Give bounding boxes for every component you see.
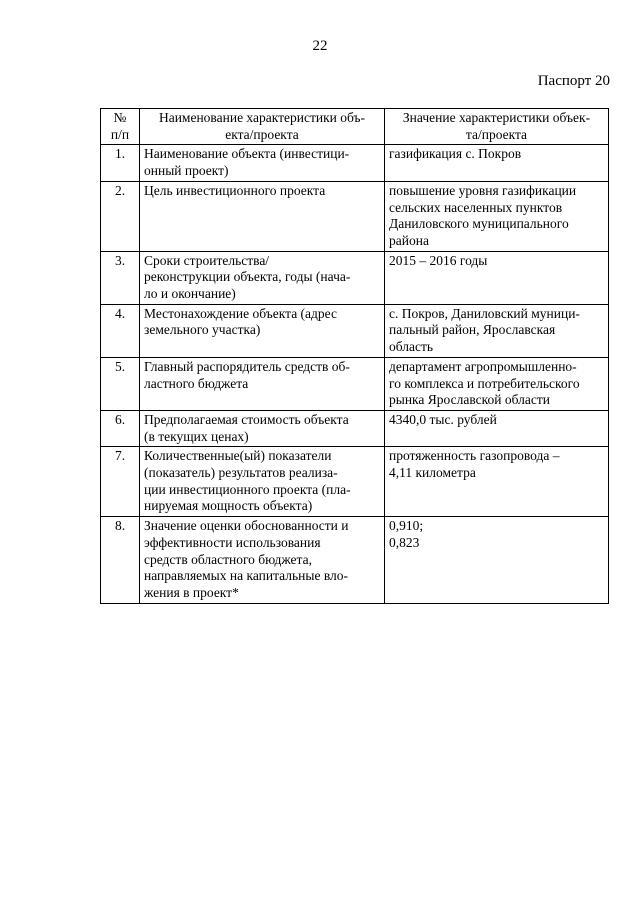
row-number: 1. <box>101 145 140 181</box>
table-row <box>101 410 609 446</box>
characteristic-name-line: Сроки строительства/ <box>144 252 270 268</box>
characteristic-name-line: Наименование объекта (инвестици- <box>144 146 350 162</box>
characteristic-value-line: 4340,0 тыс. рублей <box>389 411 497 427</box>
row-characteristic-value <box>385 517 609 604</box>
header-number-line: п/п <box>110 126 130 142</box>
row-characteristic-value <box>385 304 609 357</box>
characteristic-value-line: 2015 – 2016 годы <box>389 252 488 268</box>
row-characteristic-name <box>140 304 385 357</box>
header-value-line: Значение характеристики объек- <box>402 110 591 125</box>
characteristic-value-line: Даниловского муниципального <box>389 216 569 232</box>
row-characteristic-name <box>140 251 385 304</box>
row-characteristic-value <box>385 145 609 181</box>
characteristic-value-line: района <box>389 232 429 248</box>
table-row <box>101 304 609 357</box>
characteristic-name-line: средств областного бюджета, <box>144 551 312 567</box>
row-number: 2. <box>101 181 140 251</box>
characteristic-name-line: Местонахождение объекта (адрес <box>144 305 337 321</box>
characteristic-name-line: Цель инвестиционного проекта <box>144 182 326 198</box>
page-number: 22 <box>312 38 328 54</box>
characteristic-name-line: реконструкции объекта, годы (нача- <box>144 269 351 285</box>
characteristic-name-line: земельного участка) <box>144 322 261 338</box>
row-number: 5. <box>101 357 140 410</box>
header-name-line: Наименование характеристики объ- <box>158 110 366 125</box>
characteristic-name-line: Количественные(ый) показатели <box>144 448 332 464</box>
characteristic-value-line: сельских населенных пунктов <box>389 199 563 215</box>
row-characteristic-value <box>385 357 609 410</box>
characteristic-value-line: 0,910; <box>389 518 424 534</box>
row-number: 7. <box>101 447 140 517</box>
table-header-row <box>101 109 609 145</box>
row-characteristic-value <box>385 251 609 304</box>
table-row <box>101 251 609 304</box>
characteristic-value-line: область <box>389 339 434 355</box>
row-characteristic-value <box>385 410 609 446</box>
table-row <box>101 517 609 604</box>
header-number <box>101 109 140 145</box>
row-characteristic-name <box>140 410 385 446</box>
table-row <box>101 181 609 251</box>
characteristic-value-line: 4,11 километра <box>389 465 476 481</box>
row-characteristic-name <box>140 181 385 251</box>
characteristic-name-line: Главный распорядитель средств об- <box>144 358 350 374</box>
characteristic-name-line: (в текущих ценах) <box>144 428 249 444</box>
row-characteristic-name <box>140 145 385 181</box>
row-number: 8. <box>101 517 140 604</box>
row-number: 4. <box>101 304 140 357</box>
characteristic-name-line: эффективности использования <box>144 534 321 550</box>
row-number: 6. <box>101 410 140 446</box>
characteristic-value-line: го комплекса и потребительского <box>389 375 580 391</box>
header-number-line: № <box>113 110 127 125</box>
characteristic-value-line: повышение уровня газификации <box>389 182 577 198</box>
row-characteristic-name <box>140 357 385 410</box>
table-row <box>101 447 609 517</box>
characteristic-name-line: нируемая мощность объекта) <box>144 498 313 514</box>
characteristic-name-line: ции инвестиционного проекта (пла- <box>144 481 351 497</box>
table-row <box>101 357 609 410</box>
characteristic-name-line: онный проект) <box>144 163 229 179</box>
characteristic-value-line: газификация с. Покров <box>389 146 522 162</box>
header-characteristic-value <box>385 109 609 145</box>
characteristic-name-line: Значение оценки обоснованности и <box>144 518 349 534</box>
characteristic-value-line: пальный район, Ярославская <box>389 322 556 338</box>
passport-table <box>100 108 609 604</box>
row-characteristic-name <box>140 517 385 604</box>
row-number: 3. <box>101 251 140 304</box>
row-characteristic-name <box>140 447 385 517</box>
characteristic-name-line: ло и окончание) <box>144 286 236 302</box>
row-characteristic-value <box>385 181 609 251</box>
characteristic-name-line: ластного бюджета <box>144 375 249 391</box>
characteristic-value-line: рынка Ярославской области <box>389 392 550 408</box>
characteristic-name-line: Предполагаемая стоимость объекта <box>144 411 349 427</box>
characteristic-value-line: департамент агропромышленно- <box>389 358 577 374</box>
passport-label: Паспорт 20 <box>537 73 610 89</box>
header-name-line: екта/проекта <box>225 126 299 142</box>
characteristic-name-line: жения в проект* <box>144 584 239 600</box>
characteristic-value-line: 0,823 <box>389 534 420 550</box>
header-value-line: та/проекта <box>465 126 528 142</box>
characteristic-value-line: с. Покров, Даниловский муници- <box>389 305 580 321</box>
header-characteristic-name <box>140 109 385 145</box>
characteristic-name-line: (показатель) результатов реализа- <box>144 465 338 481</box>
row-characteristic-value <box>385 447 609 517</box>
characteristic-name-line: направляемых на капитальные вло- <box>144 568 348 584</box>
characteristic-value-line: протяженность газопровода – <box>389 448 560 464</box>
table-row <box>101 145 609 181</box>
